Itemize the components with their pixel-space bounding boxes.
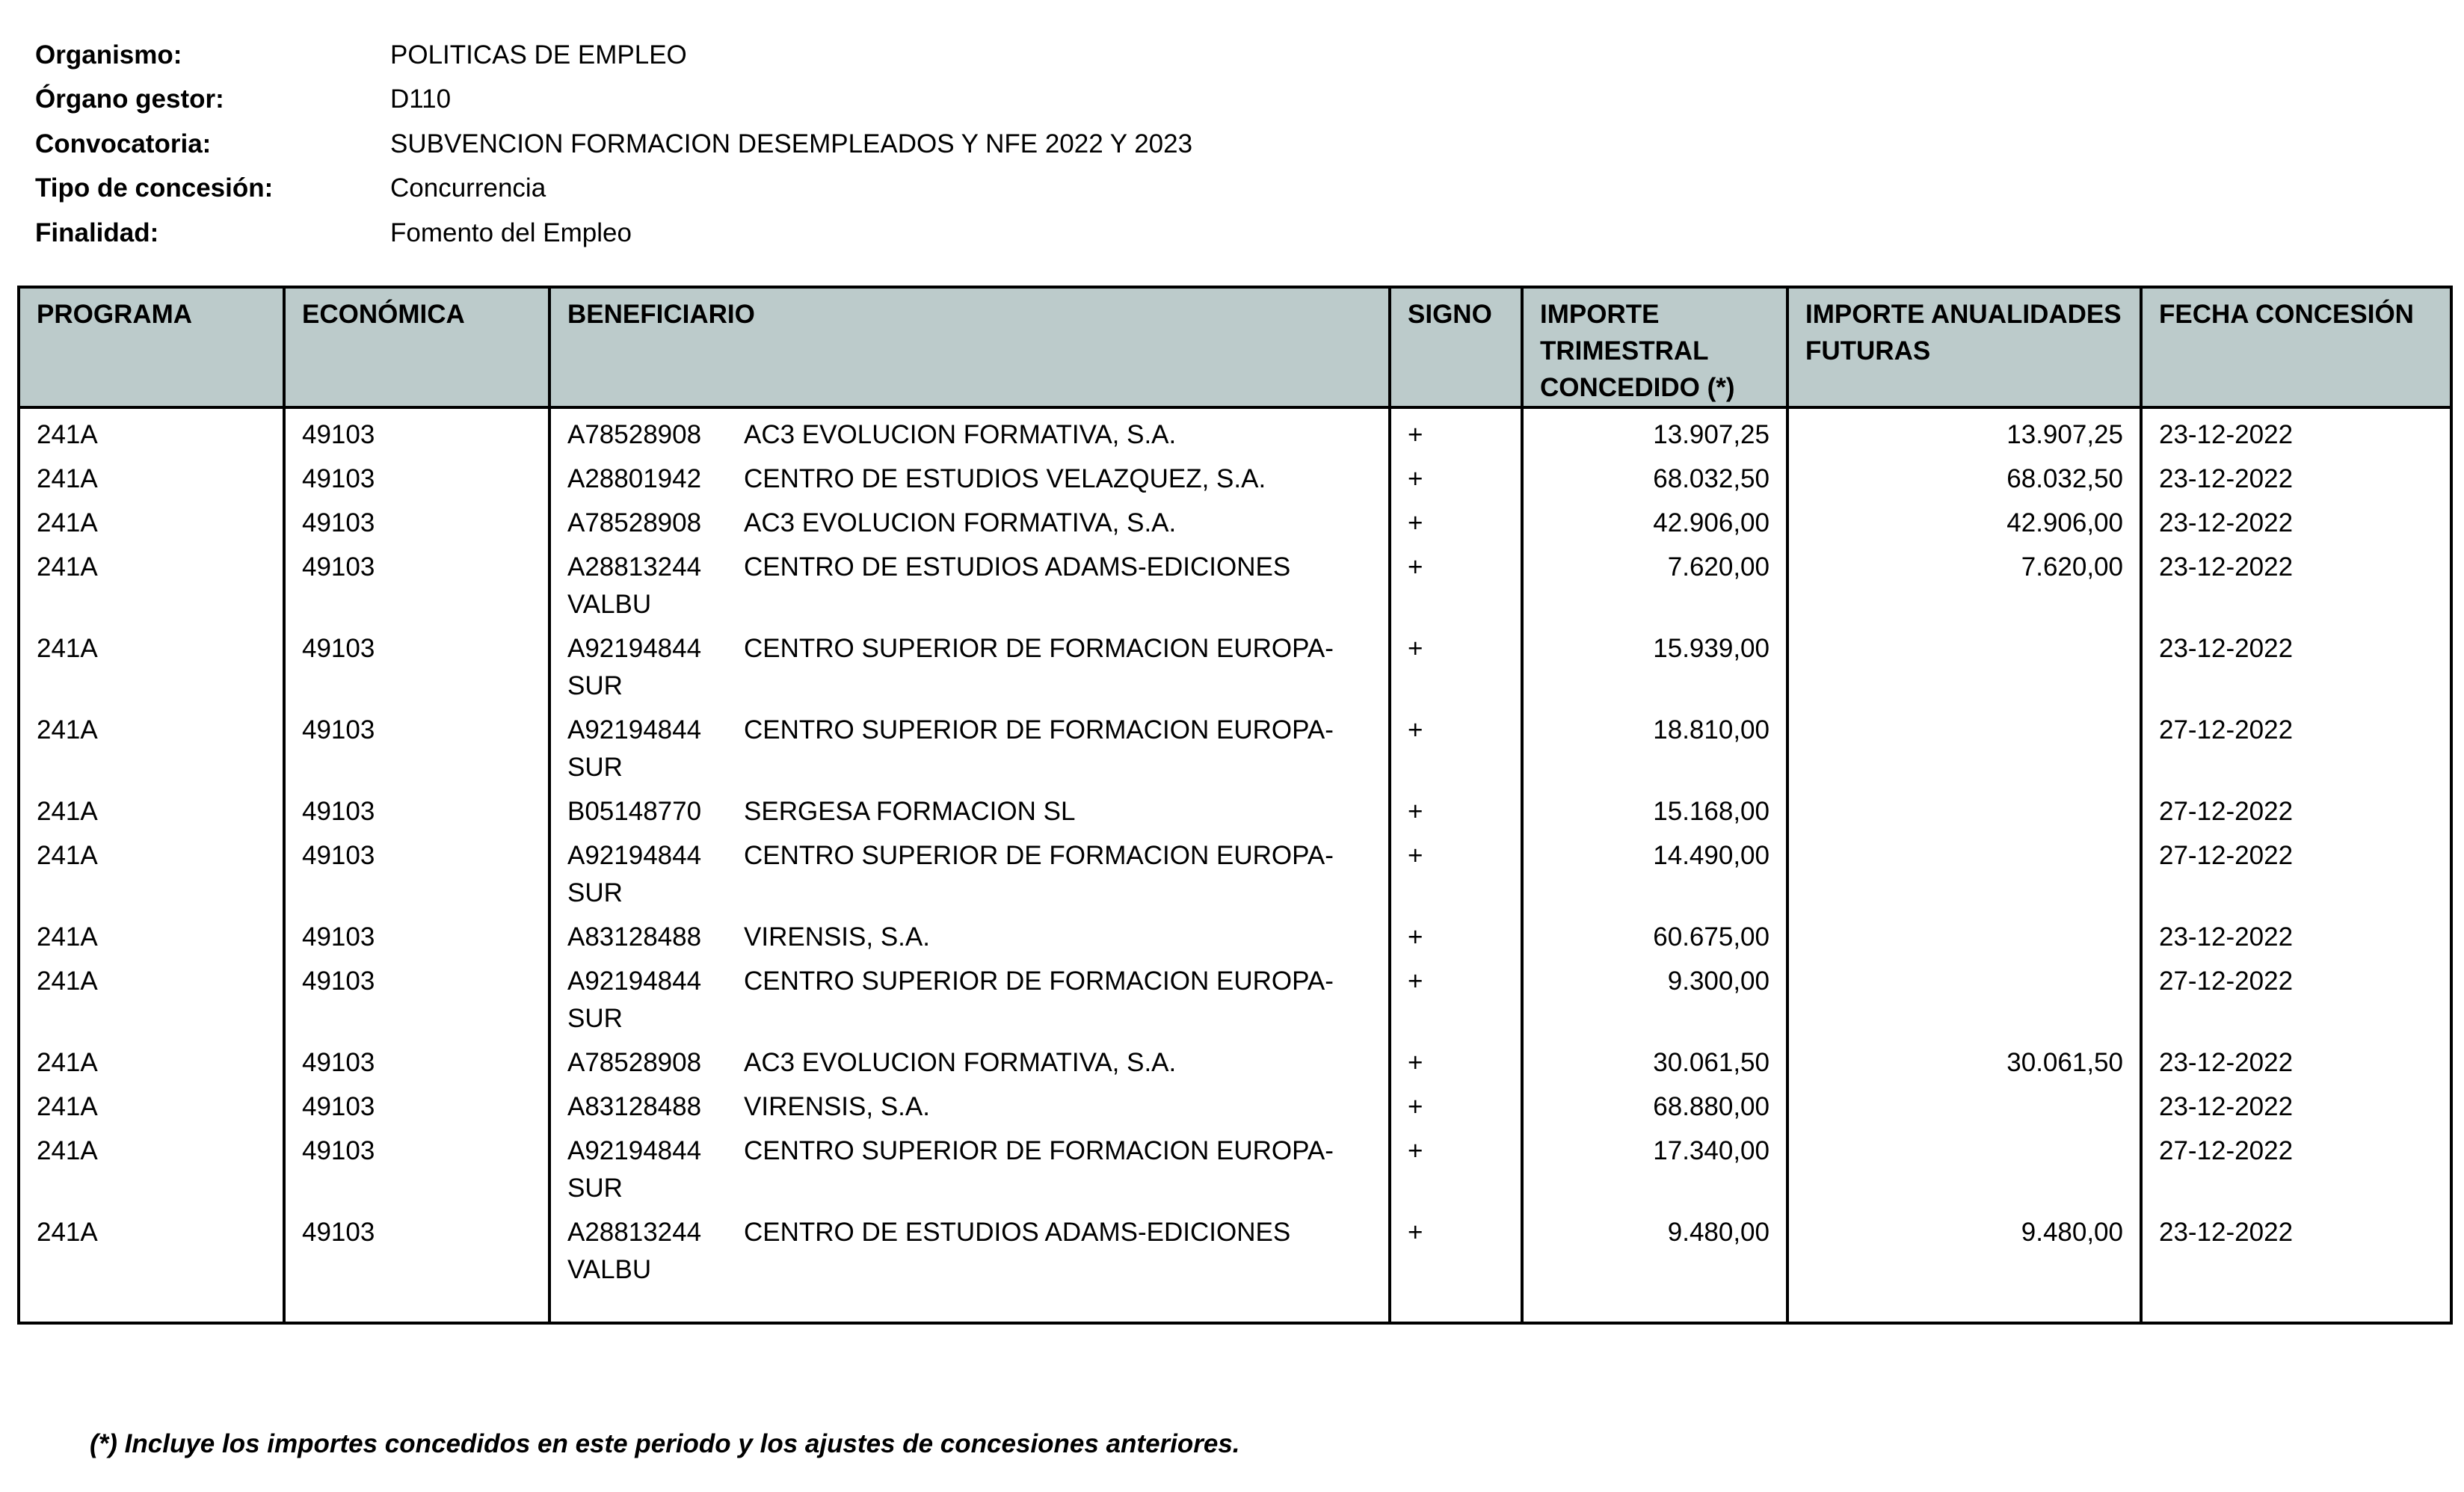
beneficiario-nombre: CENTRO SUPERIOR DE FORMACION EUROPA-SUR <box>567 634 1334 700</box>
importe-trimestral-cell: 15.939,00 <box>1522 625 1787 706</box>
fecha-concesion-cell: 27-12-2022 <box>2141 1127 2451 1209</box>
header-programa: PROGRAMA <box>19 287 284 407</box>
beneficiario-cif: A83128488 <box>567 1092 702 1121</box>
organismo-label: Organismo: <box>35 40 182 70</box>
table-row <box>19 706 2451 788</box>
programa-cell: 241A <box>19 832 284 913</box>
importe-anualidades-cell: 42.906,00 <box>1787 499 2141 543</box>
beneficiario-cell <box>549 1127 1390 1209</box>
beneficiario-cif: A28813244 <box>567 1218 702 1247</box>
fecha-concesion-cell: 27-12-2022 <box>2141 958 2451 1039</box>
economica-cell: 49103 <box>284 1127 549 1209</box>
economica-cell: 49103 <box>284 625 549 706</box>
beneficiario-nombre: CENTRO DE ESTUDIOS ADAMS-EDICIONES VALBU <box>567 1218 1291 1284</box>
beneficiario-cell <box>549 788 1390 832</box>
fecha-concesion-cell: 27-12-2022 <box>2141 788 2451 832</box>
importe-trimestral-cell: 30.061,50 <box>1522 1039 1787 1083</box>
fecha-concesion-cell: 23-12-2022 <box>2141 625 2451 706</box>
beneficiario-cell <box>549 407 1390 455</box>
economica-cell: 49103 <box>284 1039 549 1083</box>
programa-cell: 241A <box>19 913 284 958</box>
economica-cell: 49103 <box>284 958 549 1039</box>
finalidad-label: Finalidad: <box>35 218 159 247</box>
beneficiario-cell <box>549 832 1390 913</box>
tipo-concesion-label: Tipo de concesión: <box>35 173 274 203</box>
importe-trimestral-cell: 68.032,50 <box>1522 455 1787 499</box>
table-row <box>19 832 2451 913</box>
signo-cell: + <box>1390 1039 1522 1083</box>
finalidad-row <box>35 211 2278 256</box>
importe-anualidades-cell <box>1787 625 2141 706</box>
fecha-concesion-cell: 27-12-2022 <box>2141 706 2451 788</box>
header-fecha-concesion: FECHA CONCESIÓN <box>2141 287 2451 407</box>
importe-anualidades-cell <box>1787 913 2141 958</box>
signo-cell: + <box>1390 706 1522 788</box>
fecha-concesion-cell: 23-12-2022 <box>2141 407 2451 455</box>
economica-cell: 49103 <box>284 1209 549 1323</box>
table-row <box>19 499 2451 543</box>
signo-cell: + <box>1390 913 1522 958</box>
beneficiario-cif: B05148770 <box>567 797 702 826</box>
signo-cell: + <box>1390 1209 1522 1323</box>
programa-cell: 241A <box>19 625 284 706</box>
tipo-concesion-row <box>35 167 2278 212</box>
importe-anualidades-cell: 13.907,25 <box>1787 407 2141 455</box>
convocatoria-row <box>35 122 2278 167</box>
fecha-concesion-cell: 23-12-2022 <box>2141 543 2451 625</box>
beneficiario-cell <box>549 1209 1390 1323</box>
programa-cell: 241A <box>19 499 284 543</box>
organo-gestor-row <box>35 78 2278 123</box>
fecha-concesion-cell: 23-12-2022 <box>2141 1083 2451 1127</box>
importe-anualidades-cell: 68.032,50 <box>1787 455 2141 499</box>
header-beneficiario: BENEFICIARIO <box>549 287 1390 407</box>
programa-cell: 241A <box>19 455 284 499</box>
header-importe-trimestral: IMPORTE TRIMESTRAL CONCEDIDO (*) <box>1522 287 1787 407</box>
economica-cell: 49103 <box>284 407 549 455</box>
signo-cell: + <box>1390 788 1522 832</box>
beneficiario-cif: A92194844 <box>567 1136 702 1165</box>
beneficiario-nombre: CENTRO SUPERIOR DE FORMACION EUROPA-SUR <box>567 841 1334 907</box>
signo-cell: + <box>1390 1127 1522 1209</box>
footnote: (*) Incluye los importes concedidos en este periodo y los ajustes de concesiones anteriores. <box>90 1429 1240 1458</box>
header-info <box>35 33 2278 256</box>
beneficiario-nombre: CENTRO SUPERIOR DE FORMACION EUROPA-SUR <box>567 1136 1334 1203</box>
beneficiario-cif: A83128488 <box>567 922 702 952</box>
beneficiario-nombre: CENTRO DE ESTUDIOS ADAMS-EDICIONES VALBU <box>567 552 1291 619</box>
beneficiario-nombre: CENTRO SUPERIOR DE FORMACION EUROPA-SUR <box>567 715 1334 782</box>
beneficiario-cell <box>549 706 1390 788</box>
beneficiario-cell <box>549 625 1390 706</box>
programa-cell: 241A <box>19 788 284 832</box>
economica-cell: 49103 <box>284 499 549 543</box>
beneficiario-nombre: CENTRO DE ESTUDIOS VELAZQUEZ, S.A. <box>744 464 1266 493</box>
beneficiario-cif: A92194844 <box>567 715 702 745</box>
fecha-concesion-cell: 23-12-2022 <box>2141 455 2451 499</box>
beneficiario-cif: A92194844 <box>567 967 702 996</box>
signo-cell: + <box>1390 499 1522 543</box>
beneficiario-cif: A92194844 <box>567 634 702 663</box>
beneficiario-cell <box>549 543 1390 625</box>
fecha-concesion-cell: 23-12-2022 <box>2141 1039 2451 1083</box>
tipo-concesion-value: Concurrencia <box>390 173 546 203</box>
organismo-row <box>35 33 2278 78</box>
table-body <box>19 407 2451 1323</box>
programa-cell: 241A <box>19 543 284 625</box>
beneficiario-nombre: AC3 EVOLUCION FORMATIVA, S.A. <box>744 420 1177 449</box>
finalidad-value: Fomento del Empleo <box>390 218 632 247</box>
signo-cell: + <box>1390 958 1522 1039</box>
beneficiario-cif: A92194844 <box>567 841 702 870</box>
fecha-concesion-cell: 23-12-2022 <box>2141 913 2451 958</box>
header-signo: SIGNO <box>1390 287 1522 407</box>
programa-cell: 241A <box>19 1209 284 1323</box>
programa-cell: 241A <box>19 706 284 788</box>
beneficiario-cif: A78528908 <box>567 508 702 537</box>
importe-anualidades-cell: 9.480,00 <box>1787 1209 2141 1323</box>
programa-cell: 241A <box>19 407 284 455</box>
organo-gestor-value: D110 <box>390 84 452 114</box>
table-row <box>19 543 2451 625</box>
economica-cell: 49103 <box>284 788 549 832</box>
importe-trimestral-cell: 60.675,00 <box>1522 913 1787 958</box>
economica-cell: 49103 <box>284 832 549 913</box>
economica-cell: 49103 <box>284 1083 549 1127</box>
beneficiario-cell <box>549 455 1390 499</box>
economica-cell: 49103 <box>284 455 549 499</box>
beneficiario-cif: A28813244 <box>567 552 702 582</box>
table-row <box>19 625 2451 706</box>
beneficiario-nombre: AC3 EVOLUCION FORMATIVA, S.A. <box>744 508 1177 537</box>
importe-trimestral-cell: 13.907,25 <box>1522 407 1787 455</box>
fecha-concesion-cell: 27-12-2022 <box>2141 832 2451 913</box>
importe-anualidades-cell <box>1787 832 2141 913</box>
importe-anualidades-cell <box>1787 1127 2141 1209</box>
table-row <box>19 913 2451 958</box>
beneficiario-nombre: AC3 EVOLUCION FORMATIVA, S.A. <box>744 1048 1177 1077</box>
importe-trimestral-cell: 7.620,00 <box>1522 543 1787 625</box>
programa-cell: 241A <box>19 958 284 1039</box>
beneficiario-nombre: SERGESA FORMACION SL <box>744 797 1076 826</box>
table-row <box>19 788 2451 832</box>
table-row <box>19 958 2451 1039</box>
table-row <box>19 1209 2451 1323</box>
signo-cell: + <box>1390 832 1522 913</box>
signo-cell: + <box>1390 455 1522 499</box>
beneficiario-cell <box>549 499 1390 543</box>
signo-cell: + <box>1390 625 1522 706</box>
beneficiario-cif: A28801942 <box>567 464 702 493</box>
importe-trimestral-cell: 9.300,00 <box>1522 958 1787 1039</box>
importe-anualidades-cell <box>1787 958 2141 1039</box>
importe-trimestral-cell: 14.490,00 <box>1522 832 1787 913</box>
beneficiario-nombre: CENTRO SUPERIOR DE FORMACION EUROPA-SUR <box>567 967 1334 1033</box>
economica-cell: 49103 <box>284 913 549 958</box>
importe-trimestral-cell: 42.906,00 <box>1522 499 1787 543</box>
concessions-table <box>17 286 2453 1325</box>
importe-anualidades-cell <box>1787 788 2141 832</box>
table-row <box>19 1127 2451 1209</box>
beneficiario-cif: A78528908 <box>567 420 702 449</box>
importe-trimestral-cell: 9.480,00 <box>1522 1209 1787 1323</box>
header-importe-anualidades: IMPORTE ANUALIDADES FUTURAS <box>1787 287 2141 407</box>
importe-anualidades-cell <box>1787 706 2141 788</box>
beneficiario-nombre: VIRENSIS, S.A. <box>744 1092 930 1121</box>
table-header-row <box>19 287 2451 407</box>
table-row <box>19 407 2451 455</box>
programa-cell: 241A <box>19 1127 284 1209</box>
fecha-concesion-cell: 23-12-2022 <box>2141 1209 2451 1323</box>
beneficiario-nombre: VIRENSIS, S.A. <box>744 922 930 952</box>
economica-cell: 49103 <box>284 706 549 788</box>
importe-anualidades-cell <box>1787 1083 2141 1127</box>
importe-anualidades-cell: 30.061,50 <box>1787 1039 2141 1083</box>
signo-cell: + <box>1390 407 1522 455</box>
importe-anualidades-cell: 7.620,00 <box>1787 543 2141 625</box>
convocatoria-label: Convocatoria: <box>35 129 212 158</box>
table-row <box>19 1083 2451 1127</box>
beneficiario-cif: A78528908 <box>567 1048 702 1077</box>
header-economica: ECONÓMICA <box>284 287 549 407</box>
importe-trimestral-cell: 15.168,00 <box>1522 788 1787 832</box>
organo-gestor-label: Órgano gestor: <box>35 84 224 114</box>
organismo-value: POLITICAS DE EMPLEO <box>390 40 687 70</box>
beneficiario-cell <box>549 913 1390 958</box>
importe-trimestral-cell: 68.880,00 <box>1522 1083 1787 1127</box>
programa-cell: 241A <box>19 1039 284 1083</box>
importe-trimestral-cell: 18.810,00 <box>1522 706 1787 788</box>
convocatoria-value: SUBVENCION FORMACION DESEMPLEADOS Y NFE 2022 Y 2023 <box>390 129 1193 158</box>
beneficiario-cell <box>549 1039 1390 1083</box>
fecha-concesion-cell: 23-12-2022 <box>2141 499 2451 543</box>
signo-cell: + <box>1390 543 1522 625</box>
table-row <box>19 455 2451 499</box>
importe-trimestral-cell: 17.340,00 <box>1522 1127 1787 1209</box>
signo-cell: + <box>1390 1083 1522 1127</box>
beneficiario-cell <box>549 958 1390 1039</box>
table-row <box>19 1039 2451 1083</box>
beneficiario-cell <box>549 1083 1390 1127</box>
programa-cell: 241A <box>19 1083 284 1127</box>
economica-cell: 49103 <box>284 543 549 625</box>
